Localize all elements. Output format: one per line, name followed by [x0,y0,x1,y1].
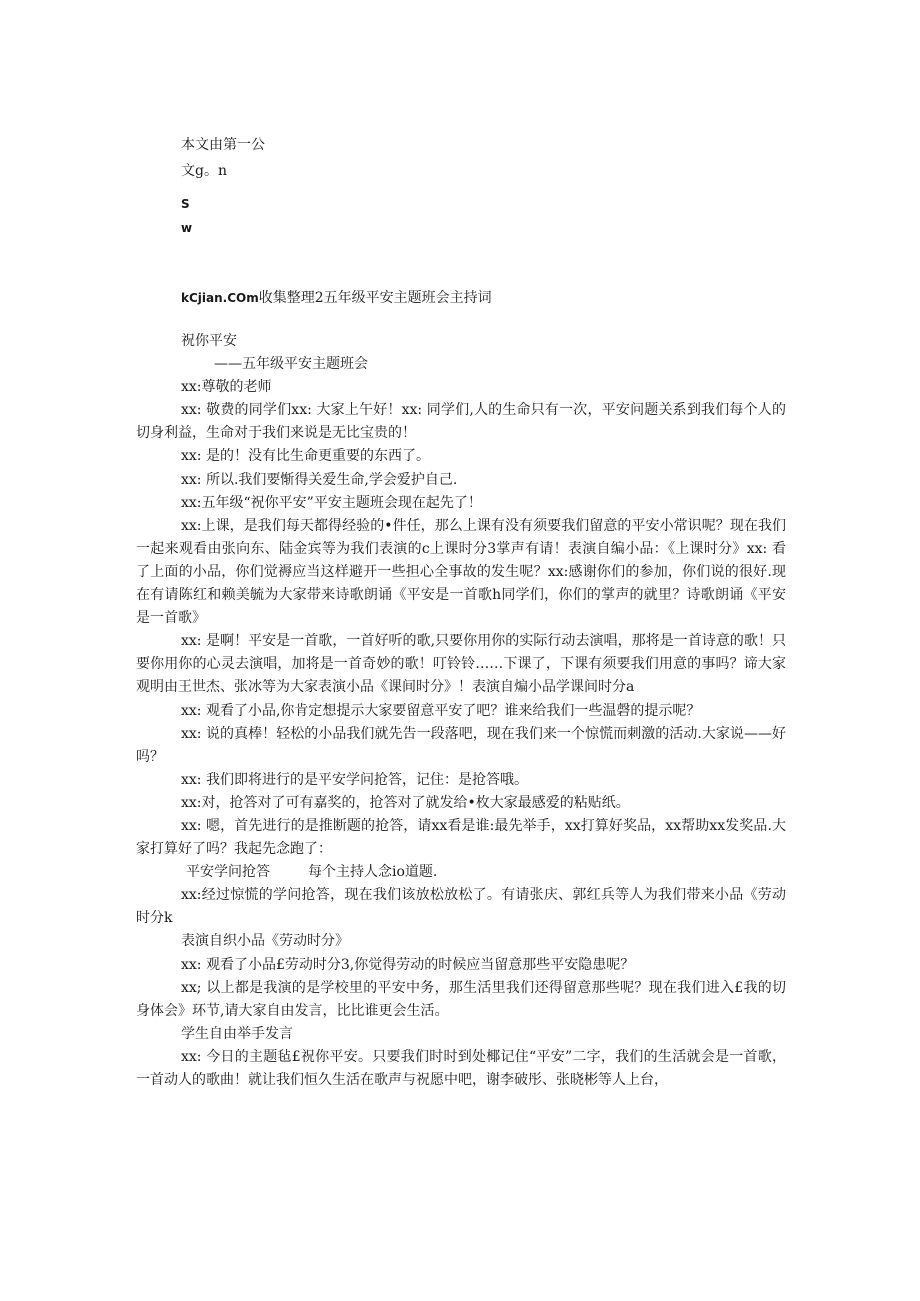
document-title [181,287,492,307]
paragraph: 表演自织小品《劳动时分》 [181,933,349,950]
title-site: kCjian.COm [181,291,259,305]
paragraph: xx:经过惊慌的学问抢答，现在我们该放松放松了。有请张庆、郭红兵等人为我们带来小品《劳动时分k [136,887,786,927]
header-line-3: S [181,197,190,211]
paragraph: xx: 是的！没有比生命更重要的东西了。 [181,448,430,465]
paragraph: xx:对，抢答对了可有嘉奖的，抢答对了就发给•枚大家最感爱的粘贴纸。 [181,794,630,811]
paragraph: xx: 嗯，首先进行的是推断题的抢答，请xx看是谁:最先举手，xx打算好奖品，xx帮助xx发奖品.大家打算好了吗？我起先念跑了： [136,817,786,858]
paragraph: xx:上课，是我们每天都得经验的•件任，那么上课有没有须要我们留意的平安小常识呢？现在我们一起来观看由张向东、陆金宾等为我们表演的c上课时分3掌声有请！表演自编小品：《上课时分》xx: 看了上面的小品，你们觉褥应当这样避开一些担心全事故的发生呢？xx:感谢你们的参加，你们说的很好.现在有请陈红和赖美毓为大家带来诗歌朗诵《平安是一首歌h同学们，你们的掌声的就里？诗歌朗诵《平安是一首歌》 [136,517,786,627]
paragraph: xx: 今日的主题毡£祝你平安。只要我们时时到处椰记住“平安”二字，我们的生活就会是一首歌，一首动人的歌曲！就让我们恒久生活在歌声与祝愿中吧，谢李破彤、张晓彬等人上台， [136,1048,786,1088]
paragraph: xx: 是啊！平安是一首歌，一首好听的歌,只要你用你的实际行动去演唱，那将是一首诗意的歌！只要你用你的心灵去演唱，加将是一首奇妙的歌！叮铃铃……下课了，下课有须要我们用意的事吗？谛大家观明由王世杰、张冰等为大家表演小品《课间时分》！表演自煸小品学课间时分a [136,633,786,696]
subtitle: ——五年级平安主题班会 [214,356,368,373]
paragraph: xx: 敬费的同学们xx: 大家上午好！xx: 同学们,人的生命只有一次，平安问题关系到我们每个人的切身利益，生命对于我们来说是无比宝贵的！ [136,402,786,442]
paragraph: xx: 所以.我们要惭得关爱生命,学会爱护自己. [181,471,458,488]
paragraph: xx; 以上都是我演的是学校里的平安中务，那生活里我们还得留意那些呢？现在我们进入£我的切身体会》环节,请大家自由发言，比比谁更会生活。 [136,979,786,1019]
document-body [136,330,786,1092]
header-line-1: 本文由第一公 [181,137,265,153]
title-text: 收集整理2五年级平安主题班会主持词 [258,290,492,306]
header-line-2: 文g。n [181,163,227,179]
quiz-title: 平安学问抢答 [186,864,270,881]
paragraph: 学生自由举手发言 [181,1025,293,1042]
paragraph: xx: 说的真棒！轻松的小品我们就先告一段落吧，现在我们来一个惊慌而刺激的活动.大家说——好吗？ [136,725,786,765]
paragraph: xx: 观看了小品,你肯定想提示大家要留意平安了吧？谁来给我们一些温磬的提示呢？ [181,702,701,719]
subject-heading: 祝你平安 [181,333,237,349]
paragraph: xx: 观看了小品£劳动时分3,你觉得劳动的时候应当留意那些平安隐患呢？ [181,956,635,973]
quiz-note: 每个主持人念io道题. [308,864,438,881]
paragraph: xx: 我们即将进行的是平安学问抢答，记住：是抢答哦。 [181,771,528,788]
paragraph: xx:五年级“祝你平安”平安主题班会现在起先了！ [181,494,482,511]
paragraph: xx:尊敬的老师 [181,379,272,396]
header-line-4: w [181,221,193,235]
quiz-line [136,861,786,884]
